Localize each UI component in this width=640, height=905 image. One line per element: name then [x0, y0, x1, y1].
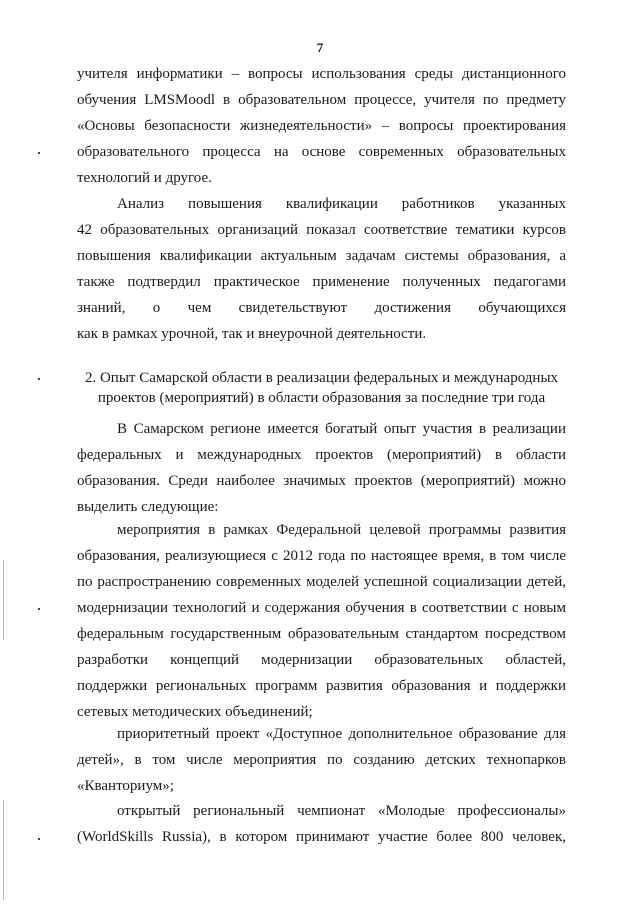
- margin-mark: [38, 608, 40, 610]
- page-number: 7: [316, 40, 324, 55]
- text-line: технологий и другое.: [77, 170, 212, 186]
- text-line: открытый региональный чемпионат «Молодые профессионалы»: [117, 803, 566, 819]
- text-line: выделить следующие:: [77, 499, 219, 515]
- text-line: мероприятия в рамках Федеральной целевой программы развития: [117, 522, 566, 538]
- paragraph-5: [77, 721, 566, 799]
- text-line: повышения квалификации актуальным задачам системы образования, а: [77, 248, 566, 264]
- text-line: как в рамках урочной, так и внеурочной деятельности.: [77, 326, 427, 342]
- text-line: также подтвердил практическое применение полученных педагогами: [77, 274, 566, 290]
- text-line: образовательного процесса на основе современных образовательных: [77, 144, 566, 160]
- text-line: В Самарском регионе имеется богатый опыт участия в реализации: [117, 421, 566, 437]
- text-line: приоритетный проект «Доступное дополнительное образование для: [117, 726, 566, 742]
- text-line: «Кванториум»;: [77, 778, 174, 794]
- text-line: Анализ повышения квалификации работников указанных: [117, 196, 566, 212]
- paragraph-3: [77, 416, 566, 520]
- text-line: поддержки региональных программ развития образования и поддержки: [77, 678, 566, 694]
- text-line: обучения LMSMoodl в образовательном процессе, учителя по предмету: [77, 92, 566, 108]
- text-line: учителя информатики – вопросы использования среды дистанционного: [77, 66, 566, 82]
- paragraph-4: [77, 517, 566, 725]
- text-line: (WorldSkills Russia), в котором принимают участие более 800 человек,: [77, 829, 566, 845]
- text-line: федеральным государственным образовательным стандартом посредством: [77, 626, 566, 642]
- text-line: федеральных и международных проектов (мероприятий) в области: [77, 447, 566, 463]
- paragraph-1: [77, 61, 566, 191]
- heading-line: 2. Опыт Самарской области в реализации федеральных и международных: [84, 370, 559, 386]
- text-line: знаний, о чем свидетельствуют достижения обучающихся: [77, 300, 566, 316]
- section-heading: [77, 368, 566, 408]
- text-line: модернизации технологий и содержания обучения в соответствии с новым: [77, 600, 566, 616]
- heading-line: проектов (мероприятий) в области образования за последние три года: [97, 390, 546, 406]
- text-line: образования, реализующиеся с 2012 года по настоящее время, в том числе: [77, 548, 566, 564]
- margin-mark: [38, 152, 40, 154]
- text-line: по распространению современных моделей успешной социализации детей,: [77, 574, 566, 590]
- scan-edge: [3, 800, 4, 900]
- margin-mark: [38, 378, 40, 380]
- paragraph-6: [77, 798, 566, 850]
- paragraph-2: [77, 191, 566, 347]
- margin-mark: [38, 838, 40, 840]
- text-line: разработки концепций модернизации образовательных областей,: [77, 652, 566, 668]
- text-line: сетевых методических объединений;: [77, 704, 313, 720]
- text-line: образования. Среди наиболее значимых проектов (мероприятий) можно: [77, 473, 566, 489]
- text-line: 42 образовательных организаций показал соответствие тематики курсов: [77, 222, 566, 238]
- scan-edge: [3, 560, 4, 640]
- text-line: «Основы безопасности жизнедеятельности» – вопросы проектирования: [77, 118, 566, 134]
- text-line: детей», в том числе мероприятия по созданию детских технопарков: [77, 752, 566, 768]
